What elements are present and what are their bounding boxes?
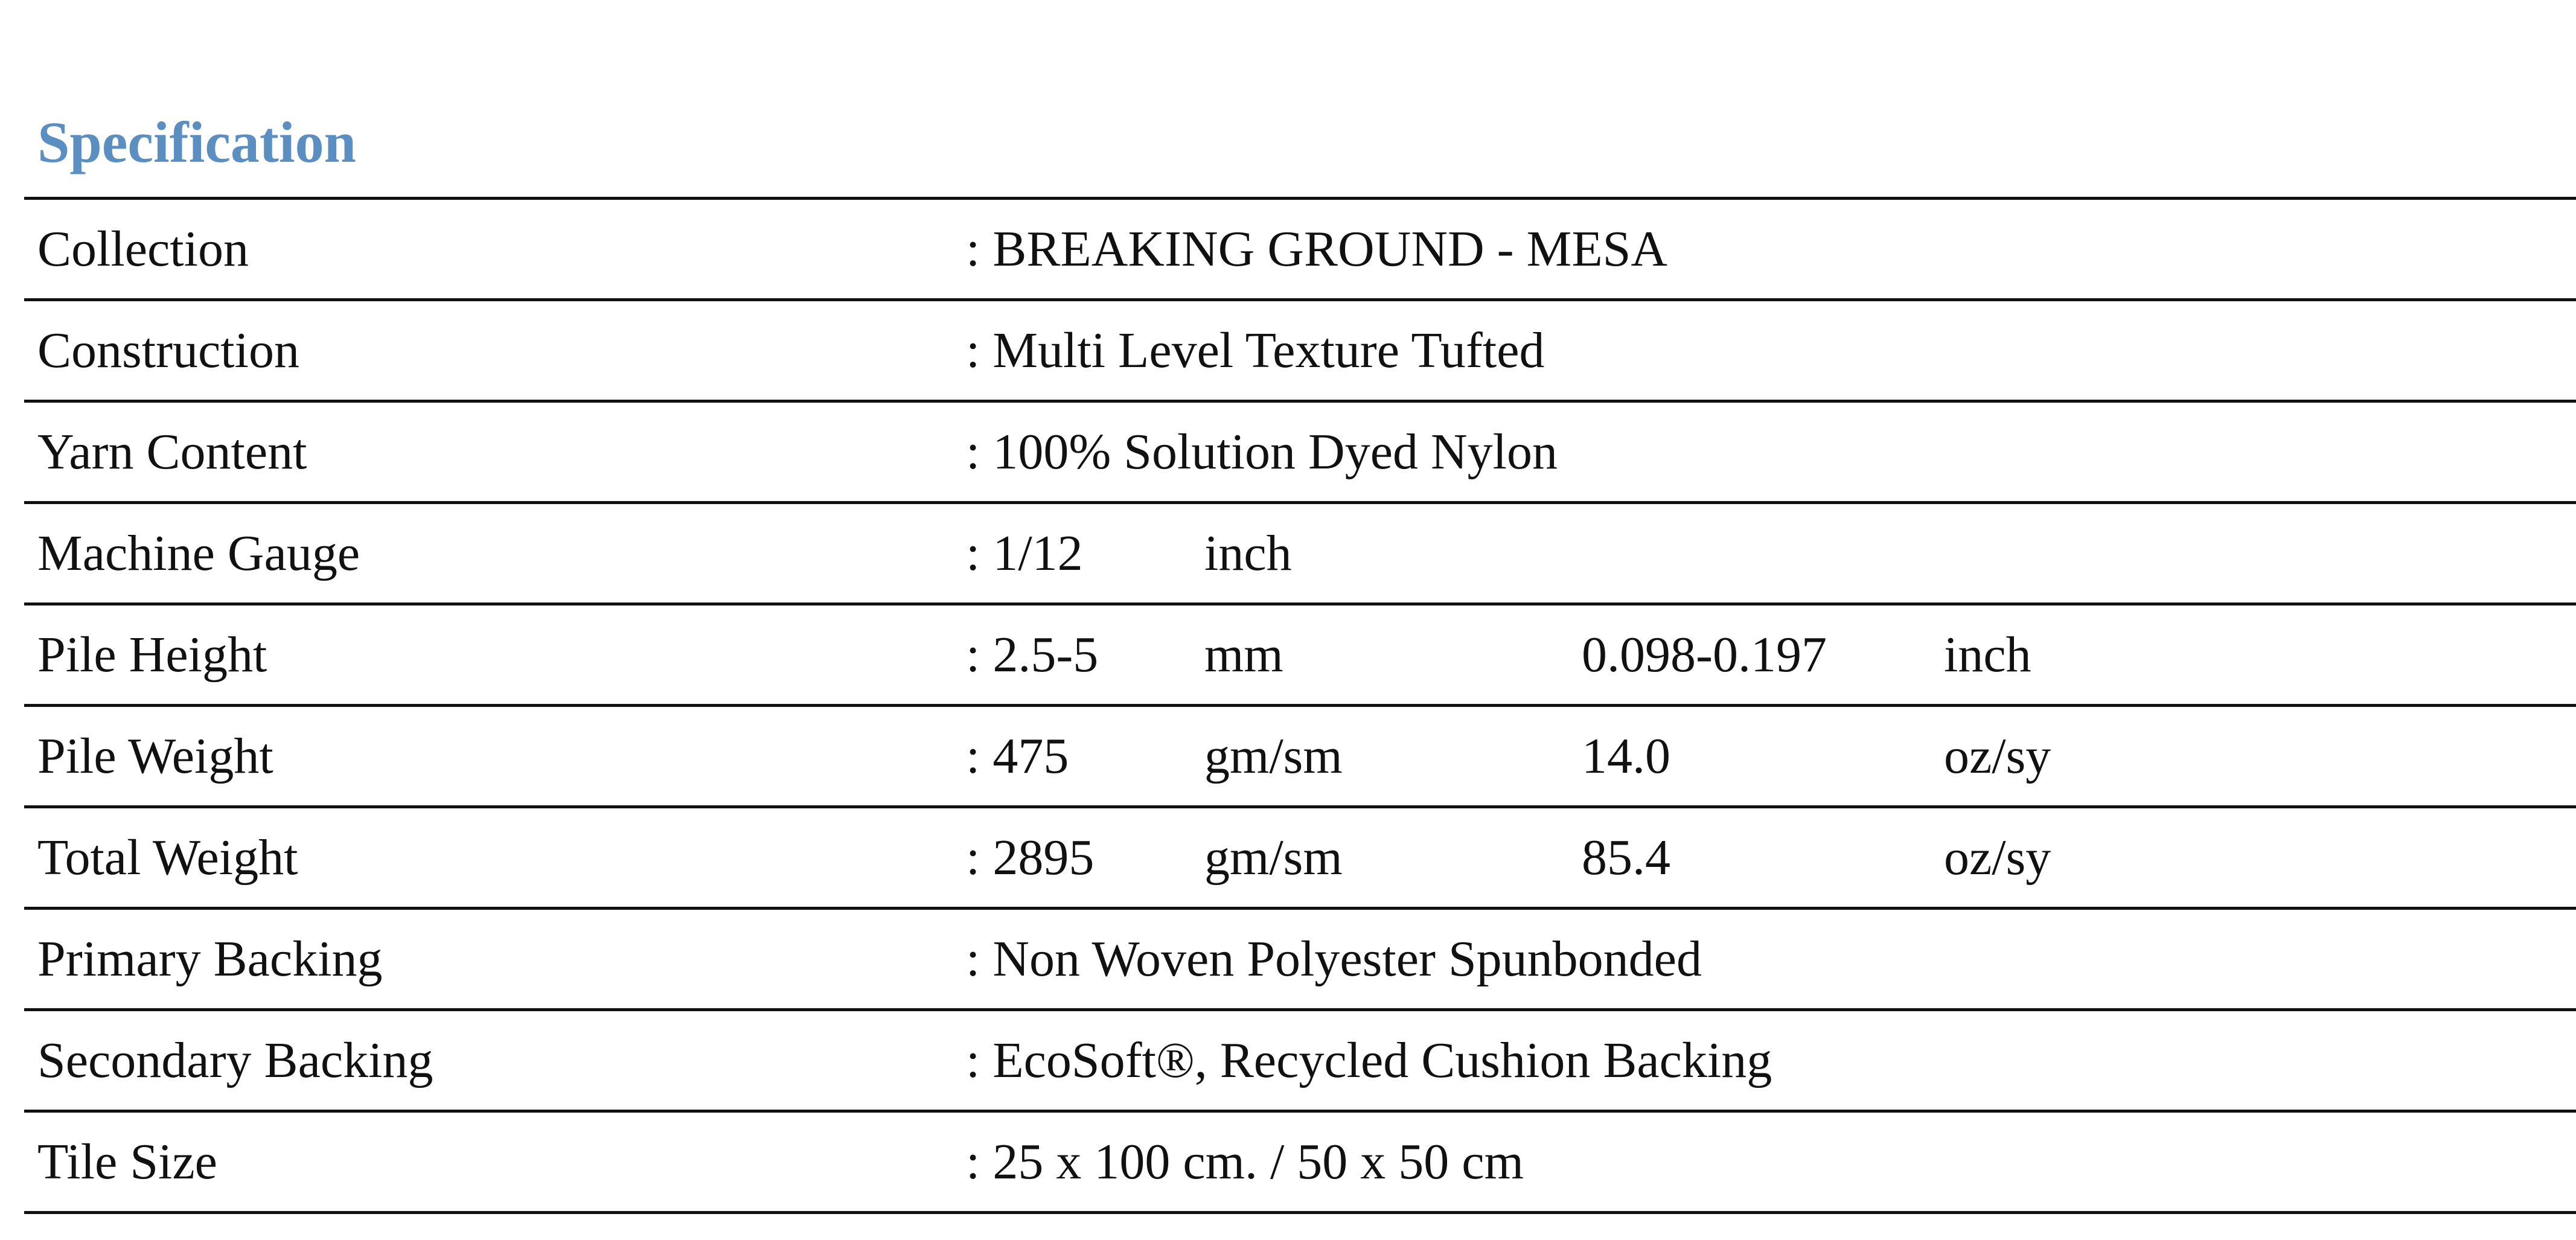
- spec-label: Collection: [37, 221, 249, 277]
- spec-alt-value: 85.4: [1582, 829, 1670, 886]
- spec-alt-value: 0.098-0.197: [1582, 627, 1827, 683]
- spec-value: : EcoSoft®, Recycled Cushion Backing: [966, 1032, 1772, 1088]
- spec-label: Pile Height: [37, 627, 267, 683]
- spec-unit: gm/sm: [1204, 728, 1343, 784]
- spec-row-tile-size: [24, 1110, 2576, 1214]
- spec-label: Construction: [37, 322, 299, 379]
- spec-alt-unit: oz/sy: [1944, 728, 2051, 784]
- spec-alt-value: 14.0: [1582, 728, 1670, 784]
- spec-label: Primary Backing: [37, 931, 383, 987]
- spec-row-machine-gauge: [24, 501, 2576, 602]
- spec-value: : 475: [966, 728, 1069, 784]
- spec-row-yarn-content: [24, 400, 2576, 501]
- spec-row-collection: [24, 197, 2576, 298]
- spec-label: Yarn Content: [37, 424, 307, 480]
- spec-value: : 25 x 100 cm. / 50 x 50 cm: [966, 1134, 1524, 1190]
- spec-value: : 2.5-5: [966, 627, 1099, 683]
- spec-label: Total Weight: [37, 829, 298, 886]
- spec-row-primary-backing: [24, 907, 2576, 1008]
- spec-row-construction: [24, 298, 2576, 400]
- page-title: Specification: [37, 110, 356, 174]
- spec-label: Machine Gauge: [37, 525, 360, 581]
- spec-label: Pile Weight: [37, 728, 273, 784]
- spec-alt-unit: inch: [1944, 627, 2031, 683]
- spec-unit: inch: [1204, 525, 1292, 581]
- spec-row-total-weight: [24, 805, 2576, 907]
- spec-label: Tile Size: [37, 1134, 217, 1190]
- spec-value: : BREAKING GROUND - MESA: [966, 221, 1668, 277]
- spec-unit: gm/sm: [1204, 829, 1343, 886]
- spec-unit: mm: [1204, 627, 1283, 683]
- spec-value: : Non Woven Polyester Spunbonded: [966, 931, 1702, 987]
- spec-alt-unit: oz/sy: [1944, 829, 2051, 886]
- spec-value: : 1/12: [966, 525, 1083, 581]
- spec-value: : 100% Solution Dyed Nylon: [966, 424, 1558, 480]
- specification-table: [24, 197, 2576, 1214]
- spec-value: : 2895: [966, 829, 1095, 886]
- spec-value: : Multi Level Texture Tufted: [966, 322, 1545, 379]
- spec-row-secondary-backing: [24, 1008, 2576, 1110]
- spec-label: Secondary Backing: [37, 1032, 433, 1088]
- spec-row-pile-height: [24, 602, 2576, 704]
- spec-row-pile-weight: [24, 704, 2576, 805]
